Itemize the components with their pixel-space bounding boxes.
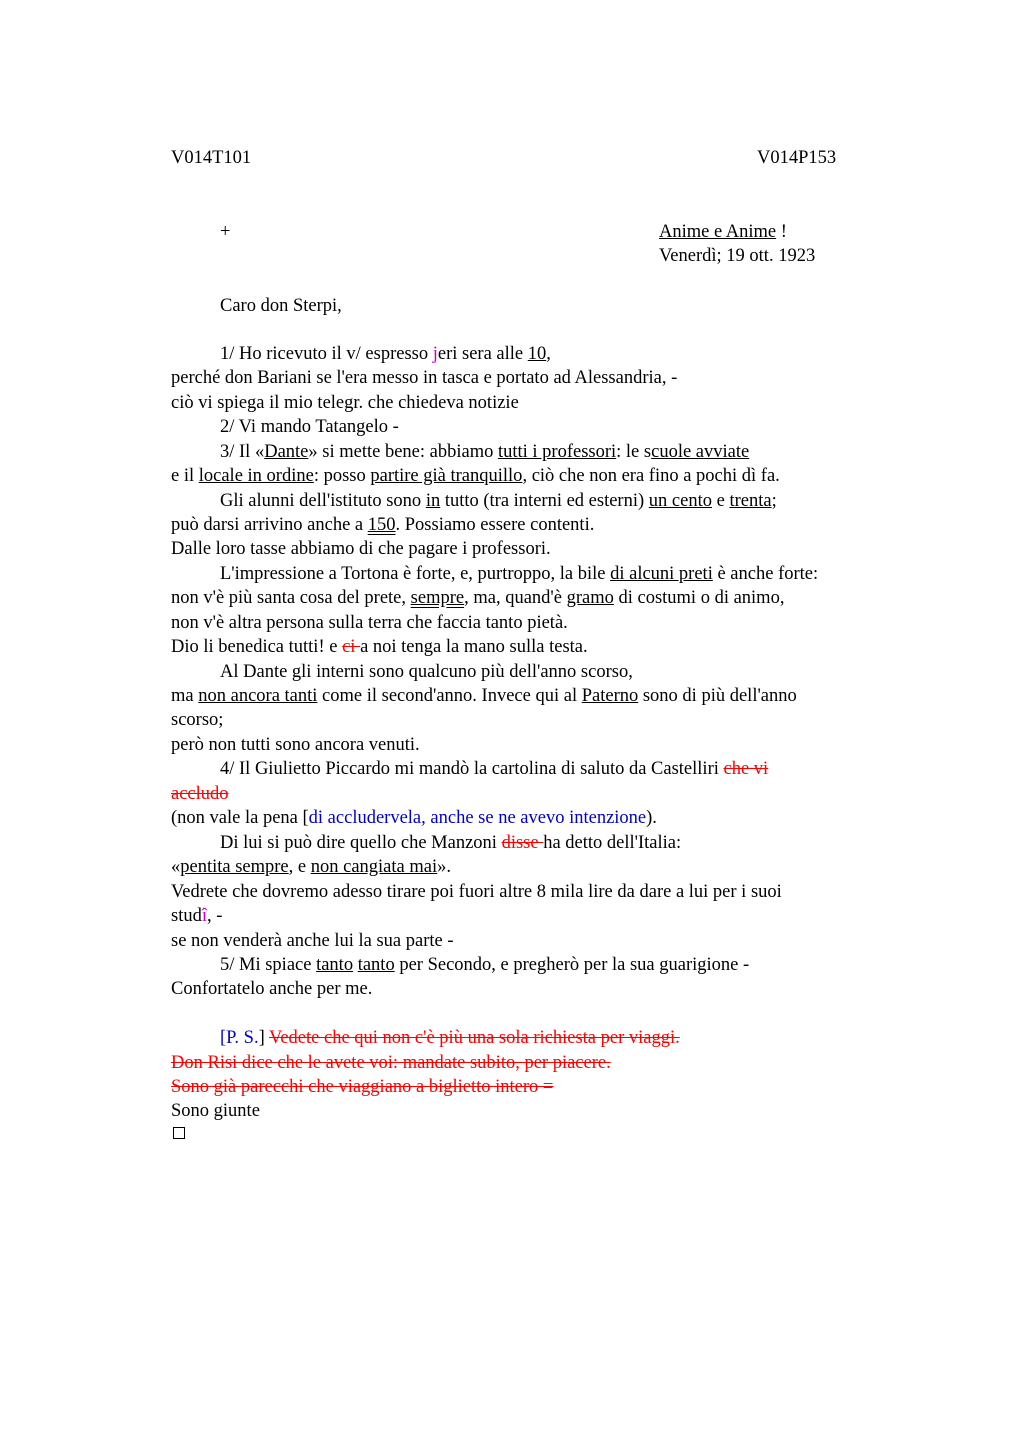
deleted-word: disse xyxy=(501,833,544,853)
p3-line2 xyxy=(171,464,780,488)
text: ). xyxy=(646,808,657,828)
document-code-left: V014T101 xyxy=(171,148,252,168)
motto-text: Anime e Anime xyxy=(659,222,777,242)
p8-line4 xyxy=(171,904,222,928)
text: come il second'anno. Invece qui al xyxy=(317,686,582,706)
text: , - xyxy=(206,906,223,926)
text: per Secondo, e pregherò per la sua guarigione - xyxy=(394,955,750,975)
deleted-word: ci xyxy=(342,637,361,657)
text: è anche forte: xyxy=(712,564,819,584)
double-underlined-150: 150 xyxy=(367,515,396,535)
text: ma xyxy=(171,686,199,706)
p3-line1 xyxy=(220,440,749,464)
text: , ma, quand'è xyxy=(464,588,567,608)
p8-line5: se non venderà anche lui la sua parte - xyxy=(171,931,454,951)
text: Dio li benedica tutti! e xyxy=(171,637,343,657)
text: e xyxy=(711,491,730,511)
p5-line1 xyxy=(220,562,818,586)
p1-line3: ciò vi spiega il mio telegr. che chiedeva notizie xyxy=(171,393,519,413)
underlined-tanto: tanto xyxy=(316,955,354,975)
p6-line4: però non tutti sono ancora venuti. xyxy=(171,735,420,755)
p4-line2 xyxy=(171,513,594,537)
p4-line1 xyxy=(220,489,777,513)
text: . Possiamo essere contenti. xyxy=(395,515,595,535)
p7-line1 xyxy=(220,757,768,781)
underlined-locale: locale in ordine xyxy=(198,466,314,486)
text: eri sera alle xyxy=(437,344,528,364)
underlined-schools: cuole avviate xyxy=(651,442,750,462)
motto xyxy=(659,220,787,244)
ps-close-bracket: ] xyxy=(258,1028,270,1048)
text: , ciò che non era fino a pochi dì fa. xyxy=(522,466,780,486)
underlined-tanto: tanto xyxy=(357,955,395,975)
underlined-in: in xyxy=(425,491,441,511)
p6-line1: Al Dante gli interni sono qualcuno più dell'anno scorso, xyxy=(220,662,633,682)
text: , xyxy=(546,344,551,364)
deleted-text: Vedete che qui non c'è più una sola richiesta per viaggi. xyxy=(269,1028,680,1048)
checkbox-square-icon xyxy=(173,1127,185,1139)
text: Gli alunni dell'istituto sono xyxy=(220,491,426,511)
corrected-letter: î xyxy=(201,906,207,926)
ps-line1 xyxy=(220,1026,680,1050)
text: 4/ Il Giulietto Piccardo mi mandò la cartolina di saluto da Castelliri xyxy=(220,759,724,779)
ps-open-bracket: [ xyxy=(220,1028,227,1048)
text: (non vale la pena [ xyxy=(171,808,309,828)
p1-line1 xyxy=(220,342,551,366)
p8-line2 xyxy=(171,855,451,879)
underlined-unchanged: non cangiata mai xyxy=(310,857,438,877)
cross-mark: + xyxy=(220,222,231,242)
editor-insertion: di accludervela, anche se ne avevo intenzione xyxy=(308,808,647,828)
text: ha detto dell'Italia: xyxy=(543,833,682,853)
deleted-text: Sono già parecchi che viaggiano a biglietto intero = xyxy=(171,1077,554,1097)
letter-date: Venerdì; 19 ott. 1923 xyxy=(659,246,816,266)
deleted-text: accludo xyxy=(171,784,229,804)
text: 3/ Il « xyxy=(220,442,265,462)
p5-line2 xyxy=(171,586,784,610)
text: : posso xyxy=(313,466,371,486)
text: di costumi o di animo, xyxy=(613,588,785,608)
ps-line4: Sono giunte xyxy=(171,1101,260,1121)
p8-line1 xyxy=(220,831,681,855)
p9-line1 xyxy=(220,953,749,977)
underlined-dante: Dante xyxy=(264,442,309,462)
underlined-not-many: non ancora tanti xyxy=(198,686,318,706)
underlined-repentant: pentita sempre xyxy=(180,857,289,877)
corrected-letter: j xyxy=(432,344,438,364)
deleted-text: che vi xyxy=(723,759,769,779)
text: non v'è più santa cosa del prete, xyxy=(171,588,411,608)
text: ; xyxy=(771,491,777,511)
text: tutto (tra interni ed esterni) xyxy=(440,491,649,511)
underlined-paterno: Paterno xyxy=(581,686,639,706)
p6-line3: scorso; xyxy=(171,710,224,730)
p7-line3 xyxy=(171,806,657,830)
underlined-gramo: gramo xyxy=(566,588,614,608)
p9-line2: Confortatelo anche per me. xyxy=(171,979,373,999)
text: : le s xyxy=(616,442,652,462)
document-code-right: V014P153 xyxy=(757,148,837,168)
underlined-thirty: trenta xyxy=(729,491,772,511)
ps-line2 xyxy=(171,1051,611,1075)
ps-label: P. S. xyxy=(226,1028,259,1048)
p5-line4 xyxy=(171,635,588,659)
p2-line1: 2/ Vi mando Tatangelo - xyxy=(220,417,399,437)
p1-line2: perché don Bariani se l'era messo in tasca e portato ad Alessandria, - xyxy=(171,368,678,388)
underlined-time: 10 xyxy=(527,344,547,364)
text: ». xyxy=(437,857,451,877)
p8-line3: Vedrete che dovremo adesso tirare poi fuori altre 8 mila lire da dare a lui per i suoi xyxy=(171,882,782,902)
text: L'impressione a Tortona è forte, e, purtroppo, la bile xyxy=(220,564,611,584)
text: sono di più dell'anno xyxy=(638,686,797,706)
p5-line3: non v'è altra persona sulla terra che faccia tanto pietà. xyxy=(171,613,568,633)
text: « xyxy=(171,857,181,877)
salutation: Caro don Sterpi, xyxy=(220,296,342,316)
motto-mark: ! xyxy=(776,222,787,242)
underlined-professors: tutti i professori xyxy=(497,442,617,462)
text: , e xyxy=(288,857,311,877)
ps-line3 xyxy=(171,1075,553,1099)
text: 1/ Ho ricevuto il v/ espresso xyxy=(220,344,433,364)
p6-line2 xyxy=(171,684,797,708)
text: Di lui si può dire quello che Manzoni xyxy=(220,833,502,853)
deleted-text: Don Risi dice che le avete voi: mandate subito, per piacere. xyxy=(171,1053,611,1073)
text: a noi tenga la mano sulla testa. xyxy=(360,637,588,657)
text: » si mette bene: abbiamo xyxy=(308,442,498,462)
text: e il xyxy=(171,466,199,486)
text: 5/ Mi spiace xyxy=(220,955,317,975)
p4-line3: Dalle loro tasse abbiamo di che pagare i professori. xyxy=(171,539,551,559)
underlined-hundred: un cento xyxy=(648,491,712,511)
underlined-depart: partire già tranquillo xyxy=(370,466,523,486)
p7-line2 xyxy=(171,782,229,806)
underlined-priests: di alcuni preti xyxy=(610,564,713,584)
text: stud xyxy=(171,906,202,926)
double-underlined-sempre: sempre xyxy=(410,588,465,608)
text: può darsi arrivino anche a xyxy=(171,515,368,535)
